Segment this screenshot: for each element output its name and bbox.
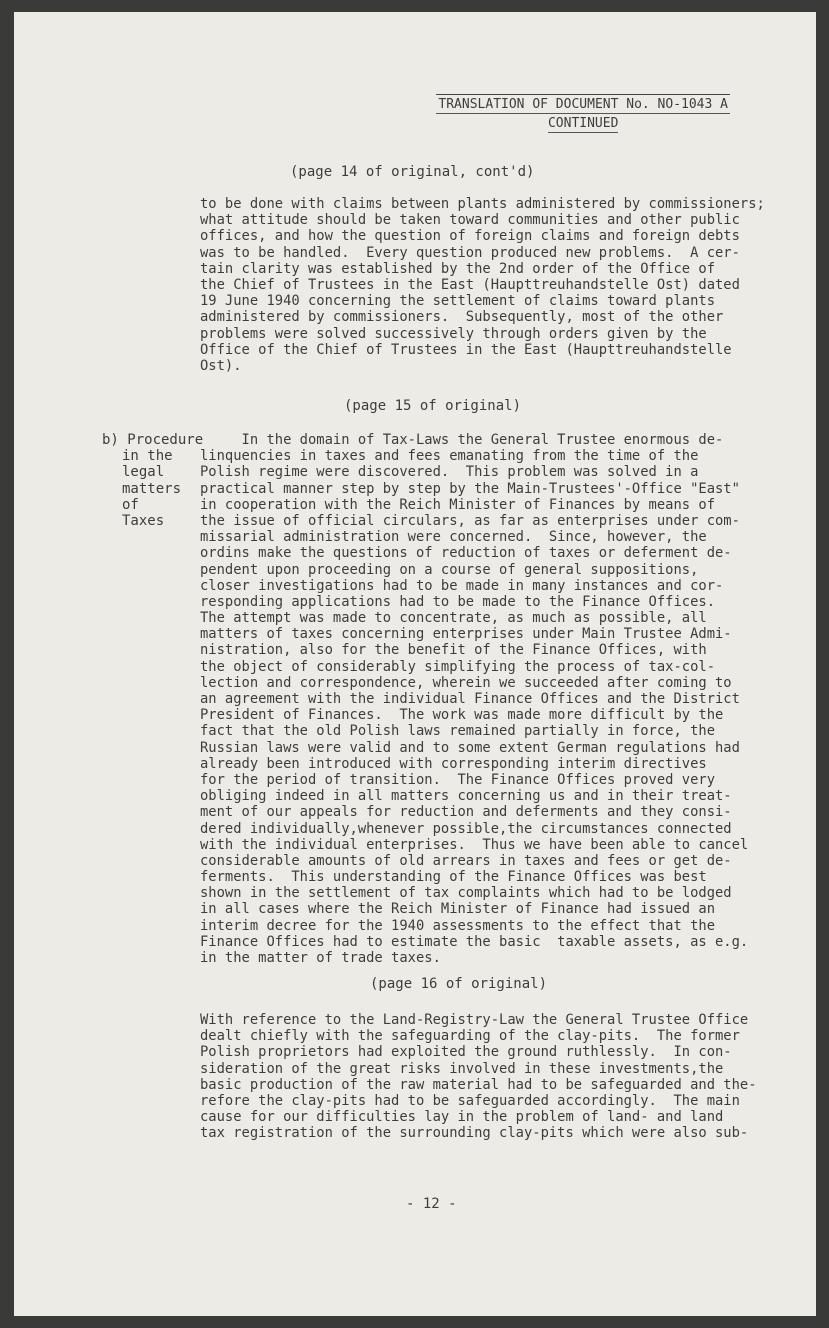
text-line: obliging indeed in all matters concerning us and in their treat- [200, 788, 732, 805]
text-line: in the matter of trade taxes. [200, 950, 441, 966]
text-line: interim decree for the 1940 assessments to the effect that the [200, 917, 715, 934]
text-line: administered by commissioners. Subsequently, most of the other [200, 309, 724, 326]
text-line: tax registration of the surrounding clay-pits which were also sub- [200, 1125, 749, 1142]
margin-note-line: in the [122, 448, 173, 465]
text-line: lection and correspondence, wherein we succeeded after coming to [200, 674, 732, 691]
text-line: what attitude should be taken toward communities and other public [200, 212, 740, 229]
text-line: responding applications had to be made to the Finance Offices. [200, 593, 715, 610]
margin-note-line: legal [122, 464, 165, 481]
text-line: the issue of official circulars, as far as enterprises under com- [200, 512, 740, 529]
text-line: the Chief of Trustees in the East (Haupttreuhandstelle Ost) dated [200, 276, 740, 293]
header-title: TRANSLATION OF DOCUMENT No. NO-1043 A [438, 97, 728, 112]
text-line: Russian laws were valid and to some extent German regulations had [200, 739, 740, 756]
header-rule [436, 94, 730, 95]
text-line: Office of the Chief of Trustees in the East (Haupttreuhandstelle [200, 341, 732, 358]
margin-note-line: of [122, 496, 139, 513]
text-line: tain clarity was established by the 2nd order of the Office of [200, 260, 715, 277]
page-marker-14: (page 14 of original, cont'd) [290, 164, 535, 180]
text-line: With reference to the Land-Registry-Law the General Trustee Office [200, 1012, 749, 1028]
text-line: President of Finances. The work was made more difficult by the [200, 707, 724, 724]
text-line: refore the clay-pits had to be safeguarded accordingly. The main [200, 1092, 740, 1109]
header-continued: CONTINUED [547, 116, 619, 131]
text-line: dered individually,whenever possible,the circumstances connected [200, 820, 732, 837]
margin-note-line: b) Procedure [102, 432, 204, 448]
text-line: in cooperation with the Reich Minister of Finances by means of [200, 496, 715, 513]
text-line: problems were solved successively through orders given by the [200, 325, 707, 342]
text-line: In the domain of Tax-Laws the General Trustee enormous de- [200, 432, 724, 448]
text-line: practical manner step by step by the Main-Trustees'-Office "East" [200, 480, 740, 497]
text-line: closer investigations had to be made in many instances and cor- [200, 577, 724, 594]
text-line: shown in the settlement of tax complaints which had to be lodged [200, 885, 732, 902]
margin-note-line: Taxes [122, 513, 165, 530]
text-line: basic production of the raw material had to be safeguarded and the- [200, 1076, 757, 1093]
page-marker-15: (page 15 of original) [344, 398, 522, 414]
text-line: ordins make the questions of reduction of taxes or deferment de- [200, 545, 732, 562]
text-line: offices, and how the question of foreign claims and foreign debts [200, 228, 740, 245]
text-line: an agreement with the individual Finance Offices and the District [200, 691, 740, 707]
text-line: missarial administration were concerned. Since, however, the [200, 529, 707, 546]
text-line: ment of our appeals for reduction and deferments and they consi- [200, 804, 732, 821]
text-line: already been introduced with corresponding interim directives [200, 755, 707, 772]
text-line: fact that the old Polish laws remained partially in force, the [200, 723, 715, 740]
margin-note [102, 432, 203, 529]
text-line: pendent upon proceeding on a course of general suppositions, [200, 561, 699, 578]
text-line: Polish proprietors had exploited the ground ruthlessly. In con- [200, 1044, 732, 1061]
paragraph-land-registry [200, 1012, 757, 1142]
text-line: the object of considerably simplifying the process of tax-col- [200, 658, 715, 675]
text-line: was to be handled. Every question produced new problems. A cer- [200, 244, 740, 261]
text-line: ferments. This understanding of the Finance Offices was best [200, 869, 707, 886]
text-line: considerable amounts of old arrears in taxes and fees or get de- [200, 852, 732, 869]
text-line: in all cases where the Reich Minister of Finance had issued an [200, 901, 715, 918]
document-header [436, 94, 730, 133]
document-page [14, 12, 816, 1316]
text-line: 19 June 1940 concerning the settlement of claims toward plants [200, 293, 715, 310]
text-line: Polish regime were discovered. This problem was solved in a [200, 464, 699, 481]
text-line: cause for our difficulties lay in the problem of land- and land [200, 1109, 724, 1126]
text-line: to be done with claims between plants administered by commissioners; [200, 196, 765, 212]
text-line: matters of taxes concerning enterprises under Main Trustee Admi- [200, 626, 732, 643]
text-line: linquencies in taxes and fees emanating from the time of the [200, 448, 699, 465]
text-line: Finance Offices had to estimate the basic taxable assets, as e.g. [200, 933, 749, 950]
paragraph-taxes [200, 432, 748, 966]
text-line: nistration, also for the benefit of the Finance Offices, with [200, 642, 707, 659]
page-marker-16: (page 16 of original) [370, 976, 548, 992]
text-line: dealt chiefly with the safeguarding of the clay-pits. The former [200, 1028, 740, 1045]
text-line: The attempt was made to concentrate, as much as possible, all [200, 610, 707, 627]
text-line: with the individual enterprises. Thus we have been able to cancel [200, 836, 749, 853]
margin-note-line: matters [122, 480, 182, 497]
text-line: sideration of the great risks involved in these investments,the [200, 1060, 724, 1077]
paragraph-claims [200, 196, 765, 374]
page-number: - 12 - [406, 1196, 457, 1212]
text-line: Ost). [200, 357, 242, 374]
text-line: for the period of transition. The Finance Offices proved very [200, 771, 715, 788]
